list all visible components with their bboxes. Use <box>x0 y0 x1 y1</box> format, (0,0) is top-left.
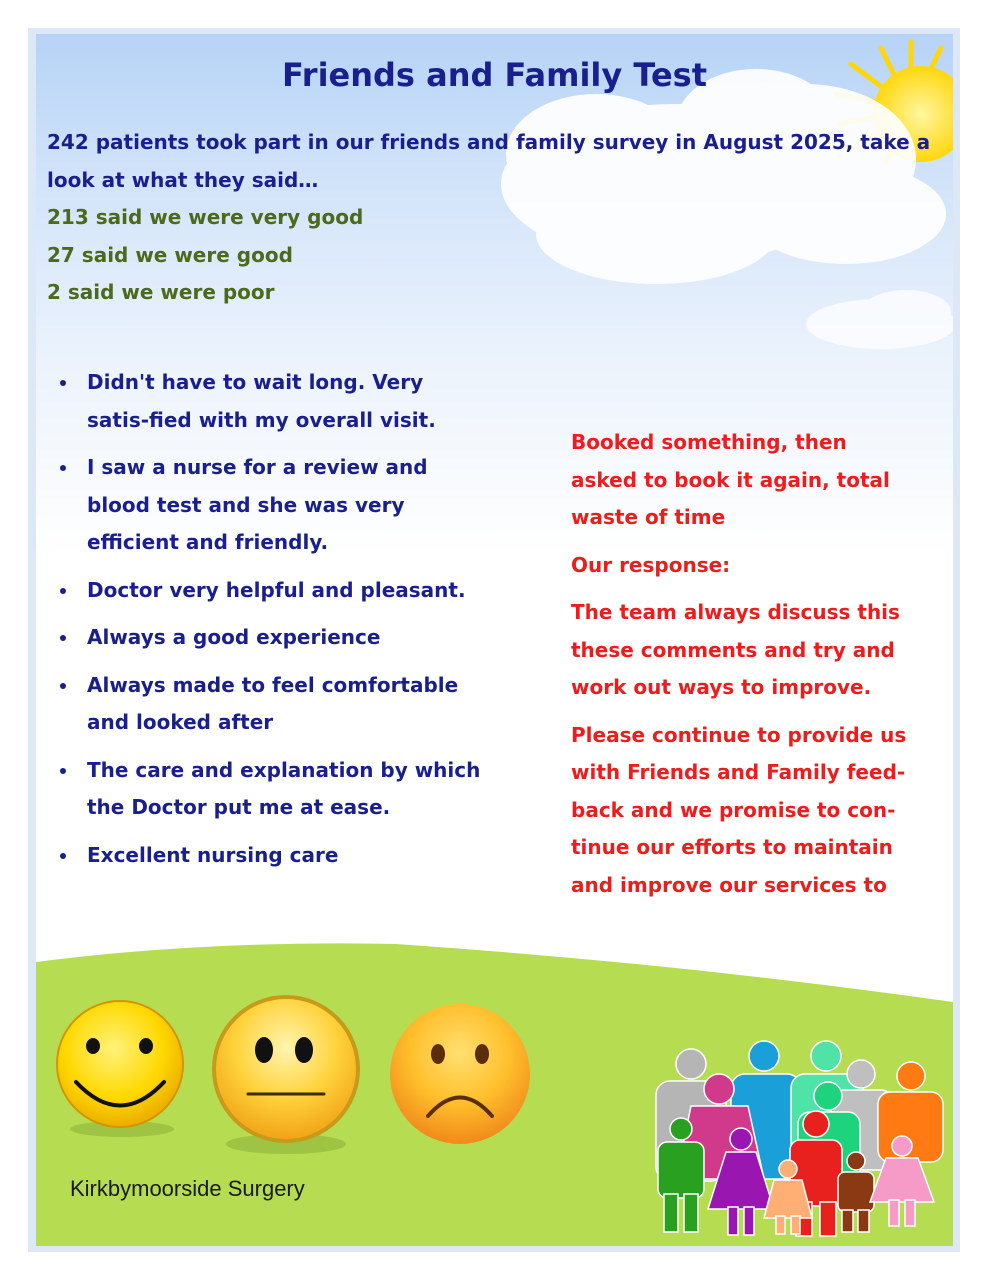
response-section <box>571 424 911 914</box>
page-title: Friends and Family Test <box>281 56 708 94</box>
comment-item: The care and explanation by which the Doctor put me at ease. <box>58 752 488 827</box>
response-reply: The team always discuss this these comments and try and work out ways to improve. <box>571 600 900 699</box>
stat-poor: 2 said we were poor <box>47 280 275 304</box>
summary-intro: 242 patients took part in our friends and family survey in August 2025, take a look at what they said… <box>47 130 931 192</box>
stat-very-good: 213 said we were very good <box>47 205 364 229</box>
practice-name: Kirkbymoorside Surgery <box>70 1176 305 1201</box>
survey-summary <box>47 124 942 312</box>
negative-comment: Booked something, then asked to book it again, total waste of time <box>571 430 890 529</box>
positive-comments-list <box>58 364 488 884</box>
page-border <box>28 28 960 1252</box>
comment-item: Always a good experience <box>58 619 488 657</box>
response-closing: Please continue to provide us with Friends and Family feed-back and we promise to con-tinue our efforts to maintain and improve our services to <box>571 722 907 897</box>
comment-item: Doctor very helpful and pleasant. <box>58 572 488 610</box>
comment-item: Always made to feel comfortable and looked after <box>58 667 488 742</box>
comment-item: Excellent nursing care <box>58 837 488 875</box>
stat-good: 27 said we were good <box>47 242 293 267</box>
response-heading: Our response: <box>571 552 731 577</box>
poster-panel <box>36 34 953 1246</box>
sad-face-icon <box>390 1004 530 1144</box>
comment-item: I saw a nurse for a review and blood test and she was very efficient and friendly. <box>58 449 488 562</box>
comment-item: Didn't have to wait long. Very satis-fied with my overall visit. <box>58 364 488 439</box>
